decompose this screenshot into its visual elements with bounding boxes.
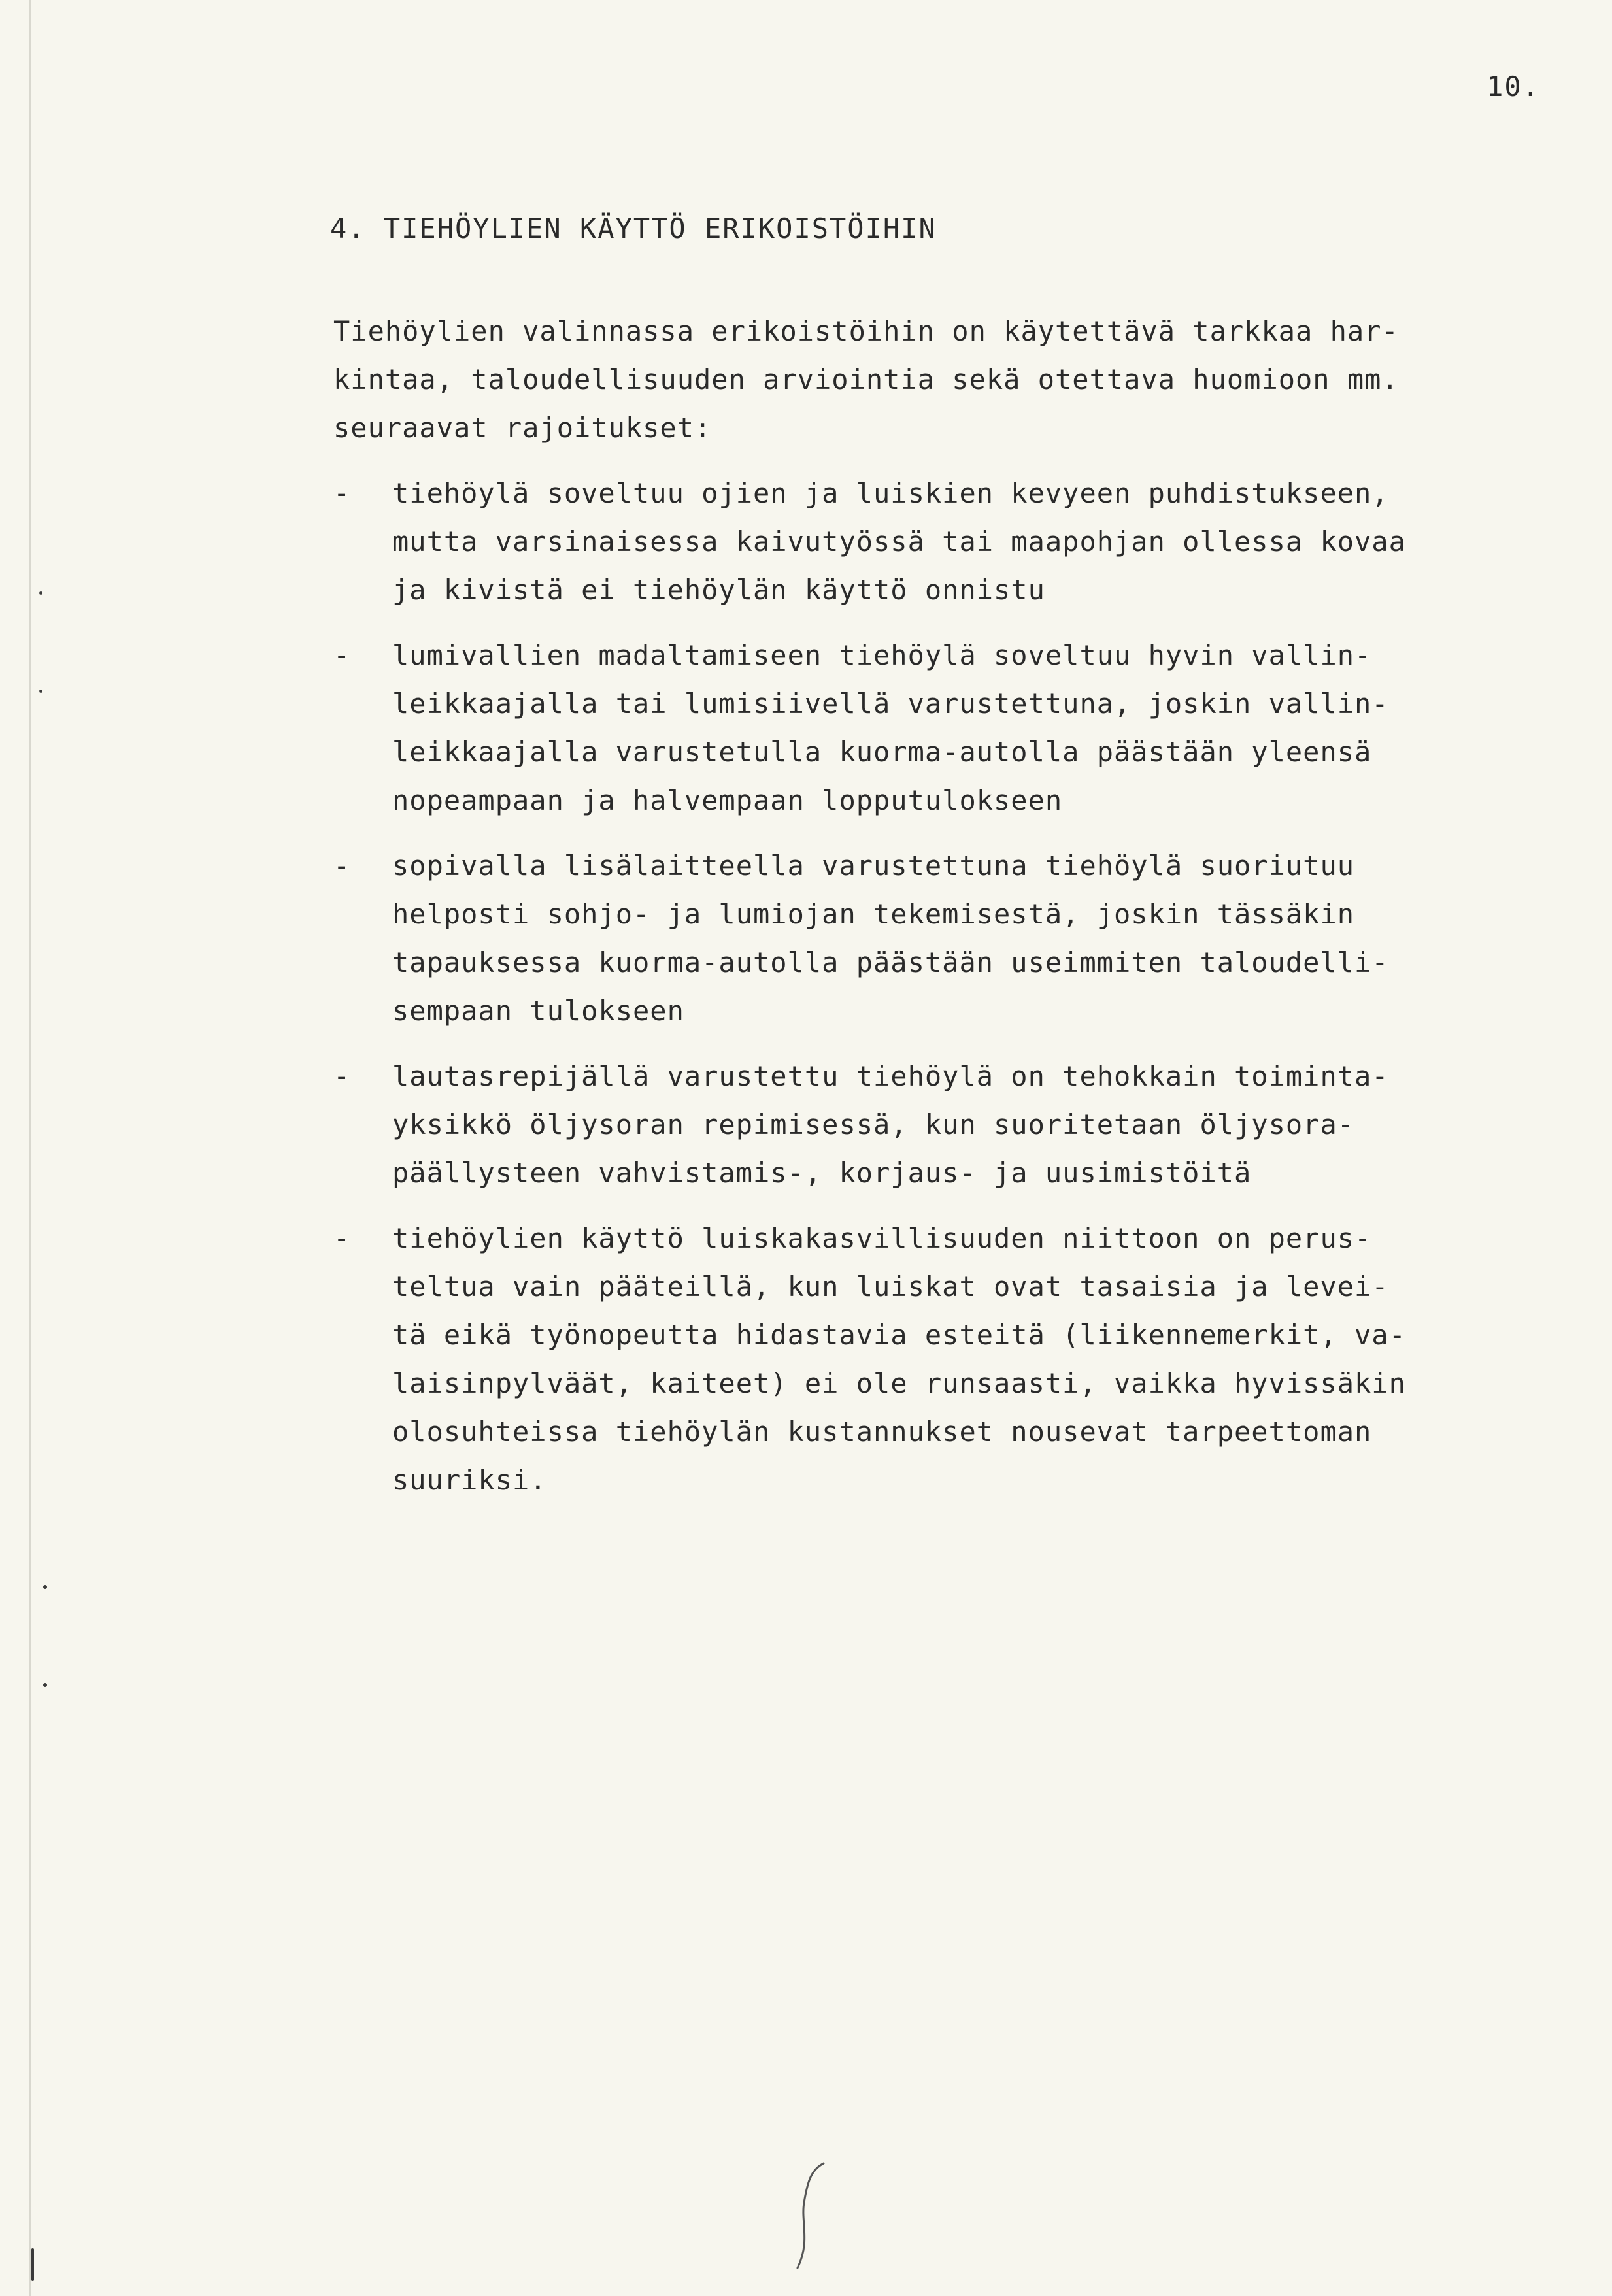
bullet-dash: - bbox=[333, 1222, 351, 1254]
bullet-dash: - bbox=[333, 850, 351, 882]
list-item-line: leikkaajalla varustetulla kuorma-autolla päästään yleensä bbox=[392, 736, 1372, 768]
list-item-line: teltua vain pääteillä, kun luiskat ovat tasaisia ja levei- bbox=[392, 1271, 1389, 1303]
list-item bbox=[333, 1214, 1575, 1505]
intro-line: kintaa, taloudellisuuden arviointia sekä otettava huomioon mm. bbox=[333, 363, 1399, 395]
list-item-line: sempaan tulokseen bbox=[392, 995, 684, 1027]
scan-mark bbox=[39, 690, 42, 693]
list-item bbox=[333, 469, 1575, 614]
list-item-line: suuriksi. bbox=[392, 1464, 547, 1496]
scan-mark bbox=[43, 1683, 47, 1687]
list-item-line: olosuhteissa tiehöylän kustannukset nousevat tarpeettoman bbox=[392, 1416, 1372, 1448]
list-item-line: yksikkö öljysoran repimisessä, kun suoritetaan öljysora- bbox=[392, 1108, 1355, 1140]
bullet-dash: - bbox=[333, 1060, 351, 1092]
scan-mark bbox=[43, 1585, 47, 1589]
list-item-line: nopeampaan ja halvempaan lopputulokseen bbox=[392, 784, 1063, 816]
list-item-line: tä eikä työnopeutta hidastavia esteitä (liikennemerkit, va- bbox=[392, 1319, 1406, 1351]
list-item-line: lautasrepijällä varustettu tiehöylä on tehokkain toiminta- bbox=[392, 1060, 1389, 1092]
list-item-line: mutta varsinaisessa kaivutyössä tai maapohjan ollessa kovaa bbox=[392, 525, 1406, 557]
bullet-dash: - bbox=[333, 477, 351, 509]
list-item-line: laisinpylväät, kaiteet) ei ole runsaasti, vaikka hyvissäkin bbox=[392, 1367, 1406, 1399]
list-item-line: lumivallien madaltamiseen tiehöylä soveltuu hyvin vallin- bbox=[392, 639, 1372, 671]
list-item bbox=[333, 842, 1575, 1035]
scan-mark bbox=[39, 591, 42, 595]
page-number: 10. bbox=[1486, 71, 1540, 103]
intro-paragraph bbox=[333, 307, 1562, 452]
list-item-line: tiehöylien käyttö luiskakasvillisuuden niittoon on perus- bbox=[392, 1222, 1372, 1254]
pen-stroke-mark bbox=[771, 2157, 837, 2274]
page-edge-line bbox=[29, 0, 31, 2296]
section-heading: 4. TIEHÖYLIEN KÄYTTÖ ERIKOISTÖIHIN bbox=[330, 212, 937, 244]
intro-line: Tiehöylien valinnassa erikoistöihin on käytettävä tarkkaa har- bbox=[333, 315, 1399, 347]
list-item-line: ja kivistä ei tiehöylän käyttö onnistu bbox=[392, 574, 1045, 606]
bullet-dash: - bbox=[333, 639, 351, 671]
list-item bbox=[333, 631, 1575, 825]
list-item-line: sopivalla lisälaitteella varustettuna tiehöylä suoriutuu bbox=[392, 850, 1355, 882]
restriction-list bbox=[333, 469, 1575, 1522]
list-item-line: tapauksessa kuorma-autolla päästään useimmiten taloudelli- bbox=[392, 946, 1389, 978]
list-item-line: tiehöylä soveltuu ojien ja luiskien kevyeen puhdistukseen, bbox=[392, 477, 1389, 509]
list-item-line: helposti sohjo- ja lumiojan tekemisestä, joskin tässäkin bbox=[392, 898, 1355, 930]
intro-line: seuraavat rajoitukset: bbox=[333, 412, 712, 444]
list-item-line: päällysteen vahvistamis-, korjaus- ja uusimistöitä bbox=[392, 1157, 1252, 1189]
scan-mark bbox=[31, 2248, 34, 2281]
list-item bbox=[333, 1052, 1575, 1197]
list-item-line: leikkaajalla tai lumisiivellä varustettuna, joskin vallin- bbox=[392, 688, 1389, 720]
